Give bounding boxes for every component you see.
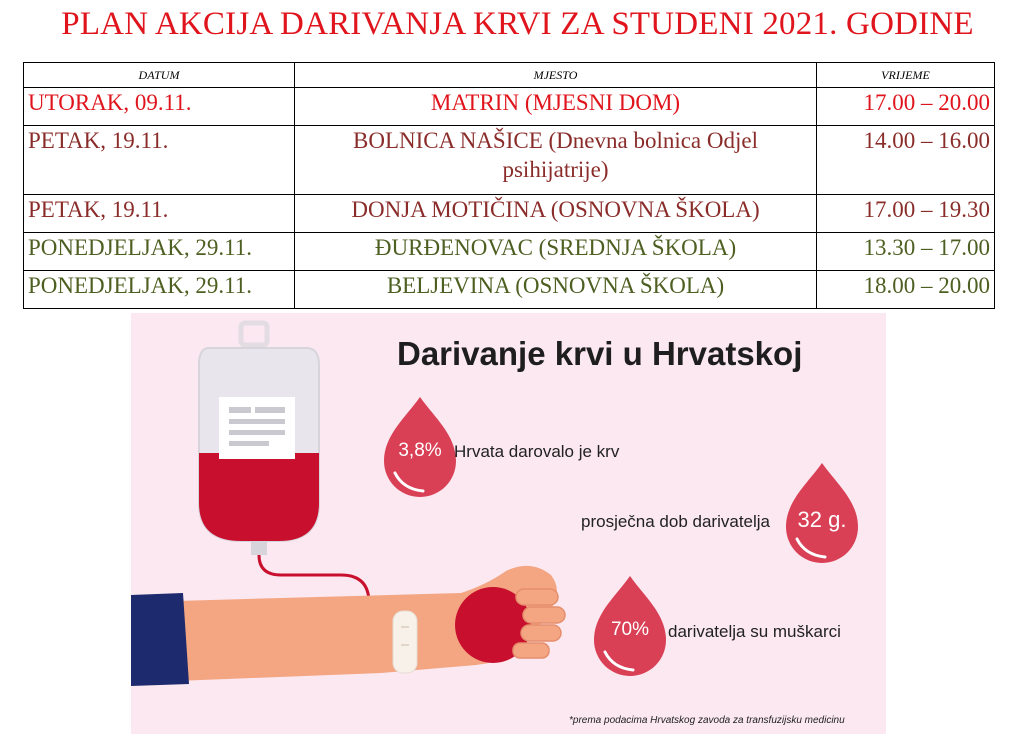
row-place: BELJEVINA (OSNOVNA ŠKOLA) <box>295 271 817 309</box>
row-date: PONEDJELJAK, 29.11. <box>24 233 295 271</box>
table-header-row <box>24 63 995 88</box>
header-date: DATUM <box>24 63 295 88</box>
row-date: UTORAK, 09.11. <box>24 88 295 126</box>
row-time: 17.00 – 20.00 <box>817 88 995 126</box>
schedule-table <box>23 62 995 309</box>
infographic <box>131 313 886 734</box>
stat-value: 3,8% <box>398 440 442 461</box>
row-place: ĐURĐENOVAC (SREDNJA ŠKOLA) <box>295 233 817 271</box>
table-row <box>24 195 995 233</box>
stat-value: 32 g. <box>797 507 847 532</box>
row-date: PETAK, 19.11. <box>24 126 295 195</box>
header-place: MJESTO <box>295 63 817 88</box>
stat-text: prosječna dob darivatelja <box>581 512 771 531</box>
row-date: PETAK, 19.11. <box>24 195 295 233</box>
row-time: 17.00 – 19.30 <box>817 195 995 233</box>
header-time: VRIJEME <box>817 63 995 88</box>
row-date: PONEDJELJAK, 29.11. <box>24 271 295 309</box>
table-row <box>24 271 995 309</box>
row-place: DONJA MOTIČINA (OSNOVNA ŠKOLA) <box>295 195 817 233</box>
row-place: BOLNICA NAŠICE (Dnevna bolnica Odjel psihijatrije) <box>295 126 817 195</box>
row-time: 18.00 – 20.00 <box>817 271 995 309</box>
blood-donation-illustration <box>131 313 886 734</box>
footnote: *prema podacima Hrvatskog zavoda za transfuzijsku medicinu <box>569 715 845 726</box>
row-time: 14.00 – 16.00 <box>817 126 995 195</box>
row-place: MATRIN (MJESNI DOM) <box>295 88 817 126</box>
stat-text: Hrvata darovalo je krv <box>454 442 620 461</box>
blood-bag-icon <box>199 323 319 555</box>
table-row <box>24 233 995 271</box>
page-title: PLAN AKCIJA DARIVANJA KRVI ZA STUDENI 2021. GODINE <box>61 6 974 42</box>
stat-text: darivatelja su muškarci <box>668 622 841 641</box>
infographic-title: Darivanje krvi u Hrvatskoj <box>397 335 803 372</box>
table-row <box>24 126 995 195</box>
stat-value: 70% <box>610 619 650 640</box>
table-row <box>24 88 995 126</box>
row-time: 13.30 – 17.00 <box>817 233 995 271</box>
